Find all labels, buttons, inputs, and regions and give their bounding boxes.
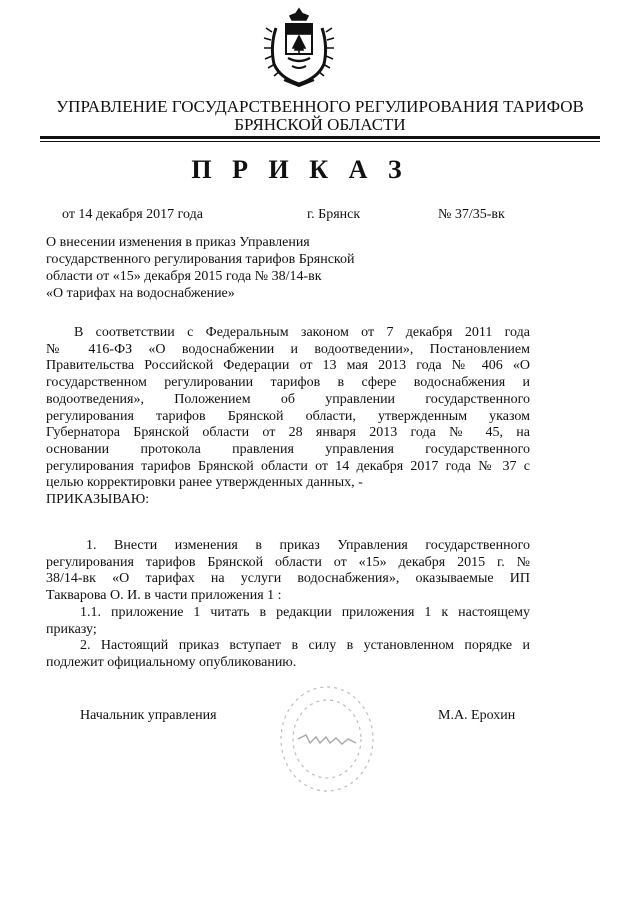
preamble-line: водоотведения», Положением об управлении государственного bbox=[46, 391, 530, 407]
order-word: ПРИКАЗЫВАЮ: bbox=[46, 492, 150, 508]
document-title: П Р И К А З bbox=[191, 155, 409, 184]
subject-line: «О тарифах на водоснабжение» bbox=[46, 286, 235, 301]
coat-of-arms-icon bbox=[262, 6, 336, 88]
preamble-paragraph bbox=[46, 325, 530, 509]
preamble-line: регулирования тарифов Брянской области, утвержденным указом bbox=[46, 408, 530, 424]
header-divider-thick bbox=[40, 136, 600, 139]
preamble-line: целью корректировки ранее утвержденных данных, - bbox=[46, 475, 363, 491]
document-city: г. Брянск bbox=[307, 207, 361, 222]
order-item-line: 1.1. приложение 1 читать в редакции приложения 1 к настоящему bbox=[80, 604, 530, 620]
preamble-line: регулирования тарифов Брянской области от 14 декабря 2017 года № 37 с bbox=[46, 458, 530, 474]
agency-name bbox=[0, 98, 640, 134]
signatory-name: М.А. Ерохин bbox=[438, 708, 516, 723]
order-item-line: 2. Настоящий приказ вступает в силу в установленном порядке и bbox=[80, 638, 530, 654]
agency-name-line-1: УПРАВЛЕНИЕ ГОСУДАРСТВЕННОГО РЕГУЛИРОВАНИЯ ТАРИФОВ bbox=[56, 97, 584, 116]
agency-name-line-2: БРЯНСКОЙ ОБЛАСТИ bbox=[234, 115, 406, 134]
preamble-line: Губернатора Брянской области от 28 января 2013 года № 45, на bbox=[46, 425, 530, 441]
preamble-line: государственном регулировании тарифов в сфере водоснабжения и bbox=[46, 375, 530, 391]
subject-line: О внесении изменения в приказ Управления bbox=[46, 235, 310, 250]
subject-line: области от «15» декабря 2015 года № 38/14-вк bbox=[46, 269, 322, 284]
round-stamp-icon bbox=[276, 683, 378, 795]
order-item-line: 1. Внести изменения в приказ Управления государственного bbox=[86, 538, 530, 553]
document-number: № 37/35-вк bbox=[438, 207, 505, 222]
order-item-line: Такварова О. И. в части приложения 1 : bbox=[46, 588, 282, 604]
document-subject bbox=[46, 234, 386, 302]
preamble-line: № 416-ФЗ «О водоснабжении и водоотведении», Постановлением bbox=[46, 341, 530, 357]
order-item-line: приказу; bbox=[46, 621, 97, 637]
order-item-line: 38/14-вк «О тарифах на услуги водоснабжения», оказываемые ИП bbox=[46, 571, 530, 587]
preamble-line: основании протокола правления управления государственного bbox=[46, 441, 530, 457]
document-date: от 14 декабря 2017 года bbox=[62, 207, 203, 222]
order-items bbox=[46, 538, 530, 672]
signatory-position: Начальник управления bbox=[80, 708, 217, 723]
order-item-line: подлежит официальному опубликованию. bbox=[46, 654, 297, 670]
header-divider-thin bbox=[40, 141, 600, 142]
order-item-line: регулирования тарифов Брянской области от «15» декабря 2015 г. № bbox=[46, 554, 530, 570]
preamble-line: В соответствии с Федеральным законом от 7 декабря 2011 года bbox=[74, 325, 530, 340]
subject-line: государственного регулирования тарифов Брянской bbox=[46, 252, 355, 267]
preamble-line: Правительства Российской Федерации от 13 мая 2013 года № 406 «О bbox=[46, 358, 530, 374]
